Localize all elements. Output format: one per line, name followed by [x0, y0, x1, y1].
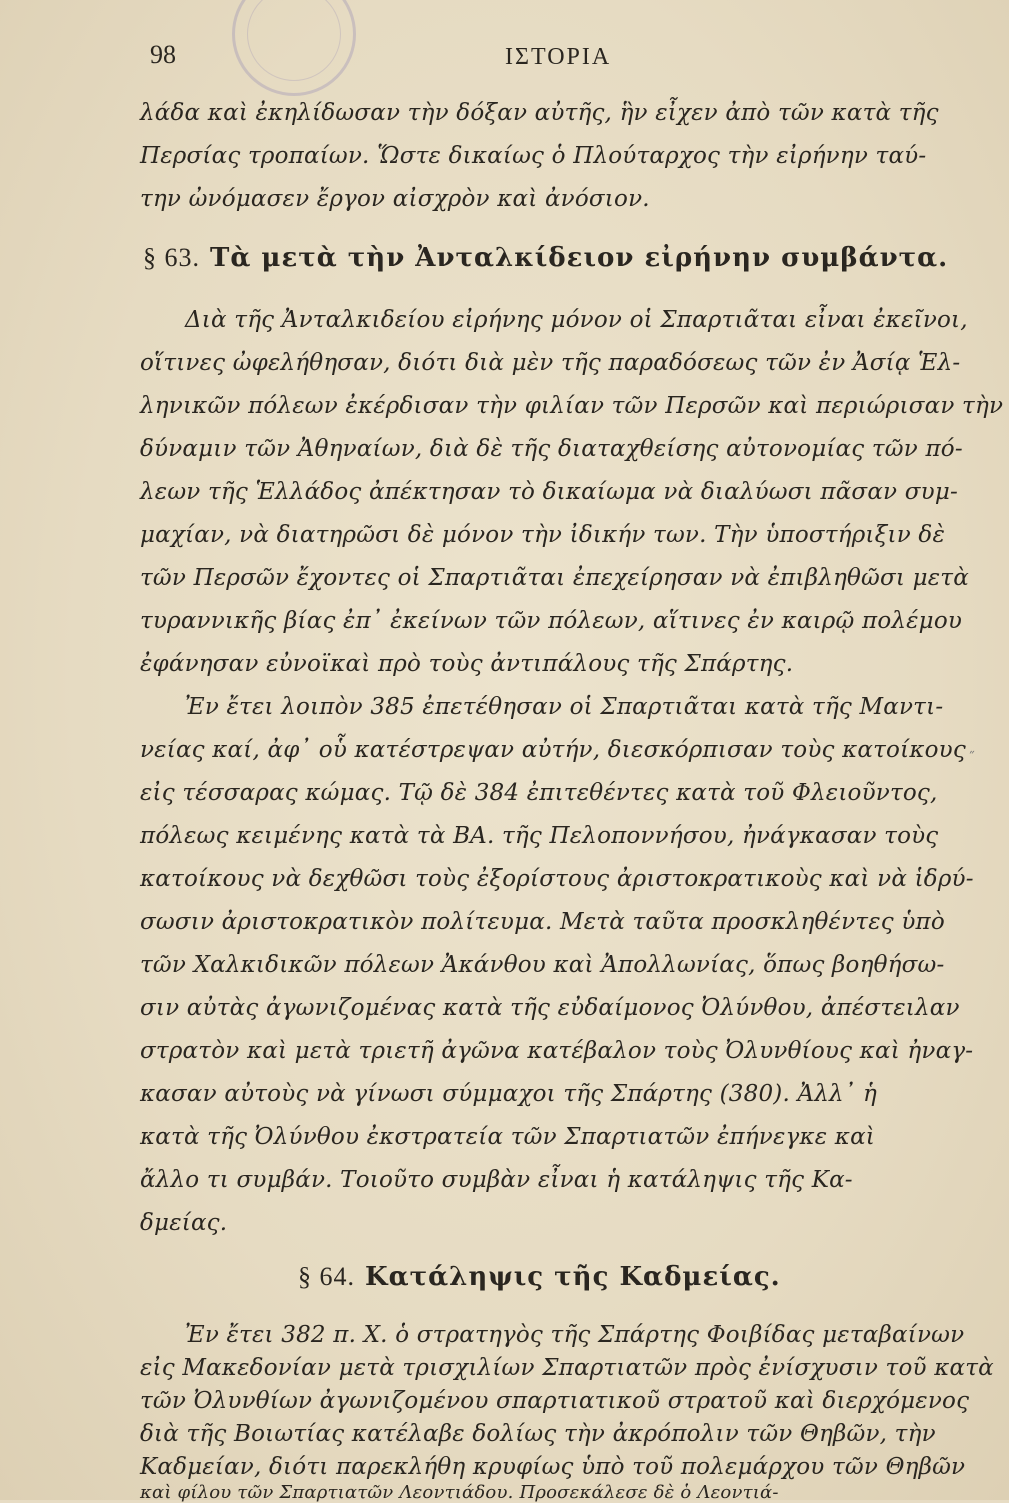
text-line: στρατὸν καὶ μετὰ τριετῆ ἀγῶνα κατέβαλον τοὺς Ὀλυνθίους καὶ ἠναγ- [140, 1038, 974, 1064]
text-line: Καδμείαν, διότι παρεκλήθη κρυφίως ὑπὸ τοῦ πολεμάρχου τῶν Θηβῶν [140, 1454, 966, 1480]
text-line: Διὰ τῆς Ἀνταλκιδείου εἰρήνης μόνον οἱ Σπαρτιᾶται εἶναι ἐκεῖνοι, [185, 307, 968, 333]
text-line: εἰς τέσσαρας κώμας. Τῷ δὲ 384 ἐπιτεθέντες κατὰ τοῦ Φλειοῦντος, [140, 780, 938, 806]
text-line: Ἐν ἔτει λοιπὸν 385 ἐπετέθησαν οἱ Σπαρτιᾶται κατὰ τῆς Μαντι- [185, 694, 944, 720]
text-line: κασαν αὐτοὺς νὰ γίνωσι σύμμαχοι τῆς Σπάρτης (380). Ἀλλ᾽ ἡ [140, 1081, 878, 1107]
text-line: Περσίας τροπαίων. Ὥστε δικαίως ὁ Πλούταρχος τὴν εἰρήνην ταύ- [140, 143, 927, 169]
text-line: λεων τῆς Ἑλλάδος ἀπέκτησαν τὸ δικαίωμα νὰ διαλύωσι πᾶσαν συμ- [140, 479, 958, 505]
text-line: δύναμιν τῶν Ἀθηναίων, διὰ δὲ τῆς διαταχθείσης αὐτονομίας τῶν πό- [140, 436, 963, 462]
margin-mark: ˝ [968, 750, 975, 766]
text-line: τῶν Ὀλυνθίων ἀγωνιζομένου σπαρτιατικοῦ στρατοῦ καὶ διερχόμενος [140, 1388, 970, 1414]
section-number: § 63. [143, 243, 200, 272]
page-number: 98 [150, 40, 176, 69]
text-line: τῶν Περσῶν ἔχοντες οἱ Σπαρτιᾶται ἐπεχείρησαν νὰ ἐπιβληθῶσι μετὰ [140, 565, 969, 591]
text-line: πόλεως κειμένης κατὰ τὰ ΒΑ. τῆς Πελοποννήσου, ἠνάγκασαν τοὺς [140, 823, 939, 849]
section-heading-63 [143, 243, 948, 273]
page-header [0, 40, 1009, 80]
text-line: τυραννικῆς βίας ἐπ᾽ ἐκείνων τῶν πόλεων, αἵτινες ἐν καιρῷ πολέμου [140, 608, 963, 634]
text-line: κατὰ τῆς Ὀλύνθου ἐκστρατεία τῶν Σπαρτιατῶν ἐπήνεγκε καὶ [140, 1124, 876, 1150]
text-line: τῶν Χαλκιδικῶν πόλεων Ἀκάνθου καὶ Ἀπολλωνίας, ὅπως βοηθήσω- [140, 952, 945, 978]
text-line: καὶ φίλου τῶν Σπαρτιατῶν Λεοντιάδου. Προσεκάλεσε δὲ ὁ Λεοντιά- [140, 1482, 779, 1503]
text-line: σωσιν ἀριστοκρατικὸν πολίτευμα. Μετὰ ταῦτα προσκληθέντες ὑπὸ [140, 909, 945, 935]
running-title: ΙΣΤΟΡΙΑ [505, 44, 612, 70]
section-title: Τὰ μετὰ τὴν Ἀνταλκίδειον εἰρήνην συμβάντα. [210, 243, 949, 273]
text-line: εἰς Μακεδονίαν μετὰ τρισχιλίων Σπαρτιατῶν πρὸς ἐνίσχυσιν τοῦ κατὰ [140, 1355, 994, 1381]
text-line: νείας καί, ἀφ᾽ οὗ κατέστρεψαν αὐτήν, διεσκόρπισαν τοὺς κατοίκους [140, 737, 966, 763]
text-line: μαχίαν, νὰ διατηρῶσι δὲ μόνον τὴν ἰδικήν των. Τὴν ὑποστήριξιν δὲ [140, 522, 946, 548]
text-line: Ἐν ἔτει 382 π. Χ. ὁ στρατηγὸς τῆς Σπάρτης Φοιβίδας μεταβαίνων [185, 1322, 965, 1348]
section-title: Κατάληψις τῆς Καδμείας. [365, 1262, 781, 1292]
text-line: διὰ τῆς Βοιωτίας κατέλαβε δολίως τὴν ἀκρόπολιν τῶν Θηβῶν, τὴν [140, 1421, 936, 1447]
section-heading-64 [298, 1262, 781, 1292]
text-line: κατοίκους νὰ δεχθῶσι τοὺς ἐξορίστους ἀριστοκρατικοὺς καὶ νὰ ἱδρύ- [140, 866, 974, 892]
text-line: οἵτινες ὠφελήθησαν, διότι διὰ μὲν τῆς παραδόσεως τῶν ἐν Ἀσίᾳ Ἑλ- [140, 350, 961, 376]
text-line: ἐφάνησαν εὐνοϊκαὶ πρὸ τοὺς ἀντιπάλους τῆς Σπάρτης. [140, 651, 794, 677]
text-line: ληνικῶν πόλεων ἐκέρδισαν τὴν φιλίαν τῶν Περσῶν καὶ περιώρισαν τὴν [140, 393, 1004, 419]
text-line: την ὠνόμασεν ἔργον αἰσχρὸν καὶ ἀνόσιον. [140, 186, 650, 212]
text-line: λάδα καὶ ἐκηλίδωσαν τὴν δόξαν αὐτῆς, ἣν εἶχεν ἀπὸ τῶν κατὰ τῆς [140, 100, 939, 126]
section-number: § 64. [298, 1262, 355, 1291]
text-line: δμείας. [140, 1210, 228, 1236]
text-line: ἄλλο τι συμβάν. Τοιοῦτο συμβὰν εἶναι ἡ κατάληψις τῆς Κα- [140, 1167, 853, 1193]
text-line: σιν αὐτὰς ἀγωνιζομένας κατὰ τῆς εὐδαίμονος Ὀλύνθου, ἀπέστειλαν [140, 995, 960, 1021]
